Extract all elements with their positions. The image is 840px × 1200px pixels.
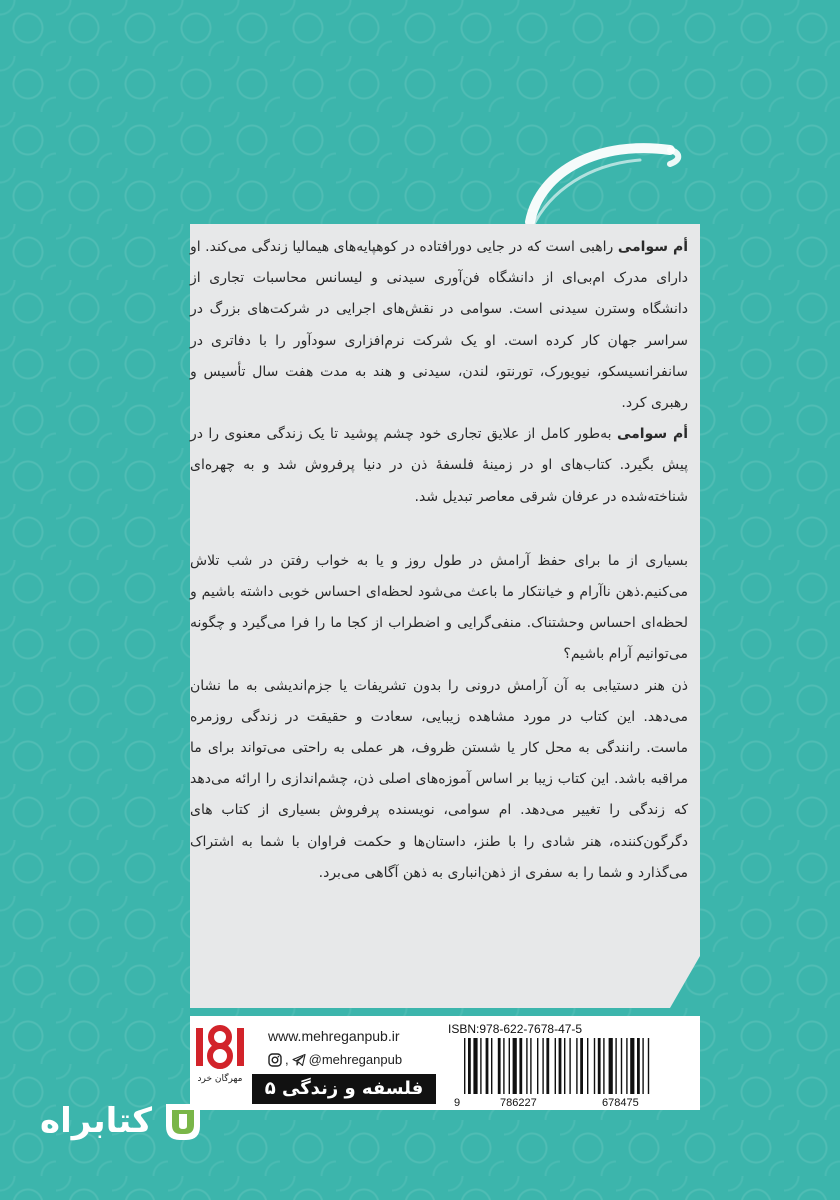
social-handle: @mehreganpub — [308, 1052, 403, 1067]
isbn-barcode — [452, 1038, 690, 1110]
publisher-logo-icon — [194, 1022, 246, 1072]
barcode-group-1: 786227 — [500, 1097, 537, 1109]
barcode-bars — [464, 1038, 649, 1094]
description-text — [190, 232, 688, 889]
publisher-info-box — [190, 1016, 700, 1110]
series-title: فلسفه و زندگی ۵ — [252, 1074, 436, 1104]
telegram-icon[interactable] — [292, 1053, 306, 1067]
author-career-text: به‌طور کامل از علایق تجاری خود چشم پوشید تا یک زندگی معنوی را در پیش بگیرد. کتاب‌های او در زمینهٔ فلسفهٔ ذن در دنیا پرفروش شد و به چهره‌ای شناخته‌شده در عرفان شرقی معاصر تبدیل شد. — [190, 426, 688, 505]
barcode-lead-digit: 9 — [454, 1097, 461, 1109]
isbn-label: ISBN:978-622-7678-47-5 — [448, 1022, 583, 1036]
store-name: کتابراه — [40, 1101, 153, 1141]
store-logo — [40, 1098, 206, 1144]
kitabrah-logo-icon — [160, 1098, 206, 1144]
book-summary-paragraph: ذن هنر دستیابی به آن آرامش درونی را بدون تشریفات یا جزم‌اندیشی به ما نشان می‌دهد. این کتاب در مورد مشاهده زیبایی، سعادت و حقیقت در زندگی روزمره ماست. رانندگی به محل کار یا شستن ظروف، هر عملی به راحتی می‌تواند برای ما مراقبه باشد. این کتاب زیبا بر اساس آموزه‌های اصلی ذن، چشم‌اندازی را ارائه می‌دهد که زندگی را تغییر می‌دهد. ام سوامی، نویسنده پرفروش بسیاری از کتاب های دگرگون‌کننده، هنر شادی را با طنز، داستان‌ها و حکمت فراوان با شما به اشتراک می‌گذارد و شما را به سفری از ذهن‌انباری به ذهن آگاهی می‌برد. — [190, 677, 688, 881]
paragraph-gap — [190, 513, 688, 546]
author-bio-text: راهبی است که در جایی دورافتاده در کوهپایه‌های هیمالیا زندگی می‌کند. او دارای مدرک ام‌بی‌ای از دانشگاه فن‌آوری سیدنی و لیسانس محاسبات تجاری از دانشگاه وسترن سیدنی است. سوامی در نقش‌های اجرایی در شرکت‌های بزرگ در سراسر جهان کار کرده است. او یک شرکت نرم‌افزاری سودآور را با دفاتری در سانفرانسیسکو، نیویورک، تورنتو، لندن، سیدنی و هند به مدت هفت سال تأسیس و رهبری کرد. — [190, 239, 688, 412]
brush-stroke-icon — [520, 130, 690, 240]
publisher-social — [268, 1052, 402, 1067]
social-separator: , — [285, 1052, 289, 1067]
author-name-2: أم سوامی — [616, 426, 689, 443]
barcode-group-2: 678475 — [602, 1097, 639, 1109]
author-bio-paragraph — [190, 232, 688, 419]
instagram-icon[interactable] — [268, 1053, 282, 1067]
author-name: أم سوامی — [617, 239, 688, 255]
publisher-website[interactable]: www.mehreganpub.ir — [268, 1028, 400, 1044]
publisher-logo — [194, 1022, 246, 1076]
publisher-name: مهرگان خرد — [197, 1074, 243, 1084]
author-career-paragraph — [190, 419, 688, 513]
intro-paragraph: بسیاری از ما برای حفظ آرامش در طول روز و یا به خواب رفتن در شب تلاش می‌کنیم.ذهن ناآرام و خیانتکار ما باعث می‌شود لحظه‌ای احساس خوبی داشته باشیم و لحظه‌ای احساس وحشتناک. منفی‌گرایی و اضطراب از کجا ما را فرا می‌گیرد و چگونه می‌توانیم آرام باشیم؟ — [190, 552, 688, 663]
